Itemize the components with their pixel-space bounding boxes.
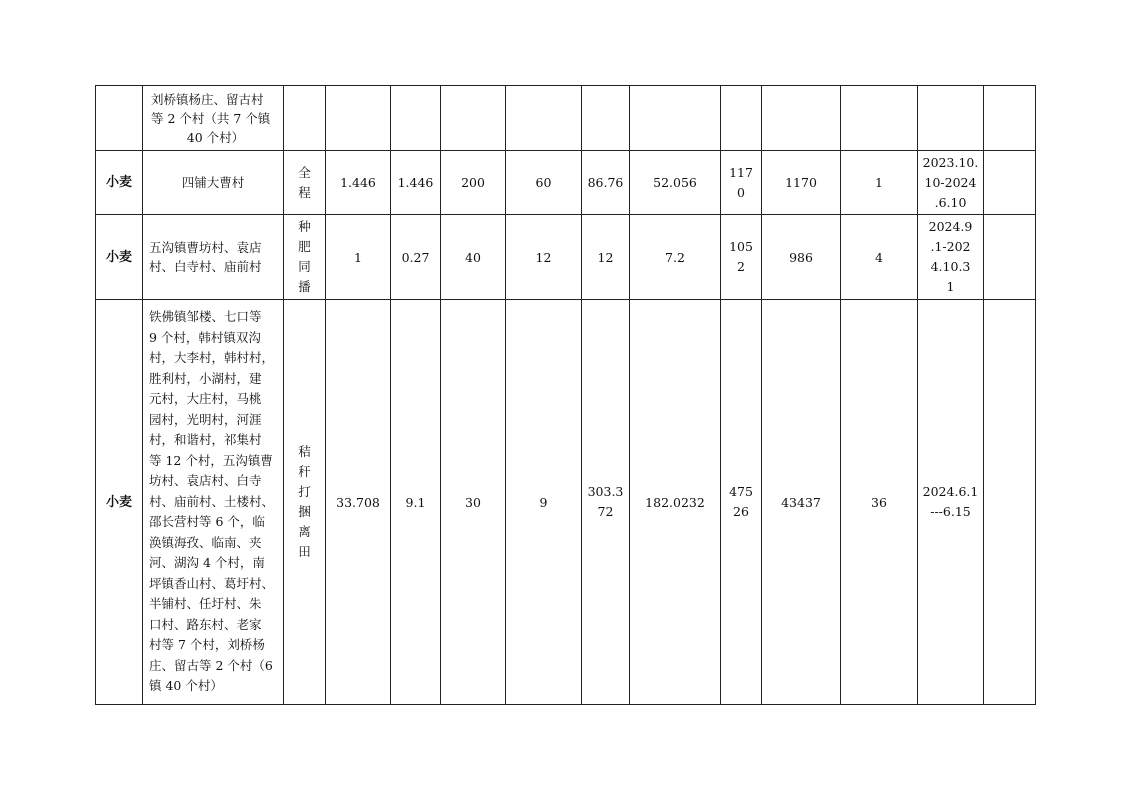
value-cell: 40 (441, 215, 506, 300)
location-cell: 五沟镇曹坊村、袁店 村、白寺村、庙前村 (143, 215, 284, 300)
method-cell: 全 程 (284, 151, 326, 215)
value-cell: 1170 (762, 151, 841, 215)
location-cell: 铁佛镇邹楼、七口等 9 个村，韩村镇双沟 村，大李村，韩村村， 胜利村，小湖村，建 元村，大庄村，马桃 园村，光明村，河涯 村，和谐村，祁集村 等 12 个村，五沟镇曹 坊村、袁店村、白寺 村、庙前村、土楼村、 邵长营村等 6 个，临 涣镇海孜、临南、夹 河、湖沟 4 个村，南 坪镇香山村、葛圩村、 半铺村、任圩村、朱 口村、路东村、老家 村等 7 个村，刘桥杨 庄、留古等 2 个村（6 镇 40 个村） (143, 300, 284, 705)
value-cell: 12 (506, 215, 582, 300)
period-cell: 2024.9 .1-202 4.10.3 1 (918, 215, 984, 300)
crop-cell: 小麦 (96, 215, 143, 300)
value-cell: 117 0 (721, 151, 762, 215)
period-cell: 2023.10. 10-2024 .6.10 (918, 151, 984, 215)
note-cell (984, 300, 1036, 705)
location-cell: 四铺大曹村 (143, 151, 284, 215)
note-cell (984, 215, 1036, 300)
location-cell: 刘桥镇杨庄、留古村 等 2 个村（共 7 个镇 40 个村） (143, 86, 284, 151)
table-row (96, 151, 1036, 215)
method-cell (284, 86, 326, 151)
value-cell: 4 (841, 215, 918, 300)
value-cell (630, 86, 721, 151)
value-cell: 1 (841, 151, 918, 215)
value-cell: 475 26 (721, 300, 762, 705)
value-cell: 60 (506, 151, 582, 215)
value-cell (506, 86, 582, 151)
value-cell: 12 (582, 215, 630, 300)
value-cell (841, 86, 918, 151)
value-cell: 303.3 72 (582, 300, 630, 705)
method-cell: 种 肥 同 播 (284, 215, 326, 300)
note-cell (984, 151, 1036, 215)
table-row (96, 300, 1036, 705)
value-cell: 200 (441, 151, 506, 215)
crop-cell: 小麦 (96, 151, 143, 215)
note-cell (984, 86, 1036, 151)
period-cell (918, 86, 984, 151)
crop-cell (96, 86, 143, 151)
value-cell (391, 86, 441, 151)
value-cell: 86.76 (582, 151, 630, 215)
value-cell: 9.1 (391, 300, 441, 705)
value-cell (441, 86, 506, 151)
value-cell: 52.056 (630, 151, 721, 215)
value-cell (721, 86, 762, 151)
value-cell: 0.27 (391, 215, 441, 300)
method-cell: 秸 秆 打 捆 离 田 (284, 300, 326, 705)
value-cell (762, 86, 841, 151)
crop-cell: 小麦 (96, 300, 143, 705)
value-cell (582, 86, 630, 151)
value-cell: 43437 (762, 300, 841, 705)
value-cell: 30 (441, 300, 506, 705)
table-row (96, 86, 1036, 151)
value-cell: 105 2 (721, 215, 762, 300)
value-cell: 7.2 (630, 215, 721, 300)
value-cell: 9 (506, 300, 582, 705)
value-cell: 1 (326, 215, 391, 300)
value-cell: 36 (841, 300, 918, 705)
value-cell: 986 (762, 215, 841, 300)
table-row (96, 215, 1036, 300)
data-table (95, 85, 1036, 705)
value-cell: 182.0232 (630, 300, 721, 705)
period-cell: 2024.6.1 ---6.15 (918, 300, 984, 705)
value-cell (326, 86, 391, 151)
value-cell: 1.446 (391, 151, 441, 215)
value-cell: 33.708 (326, 300, 391, 705)
value-cell: 1.446 (326, 151, 391, 215)
